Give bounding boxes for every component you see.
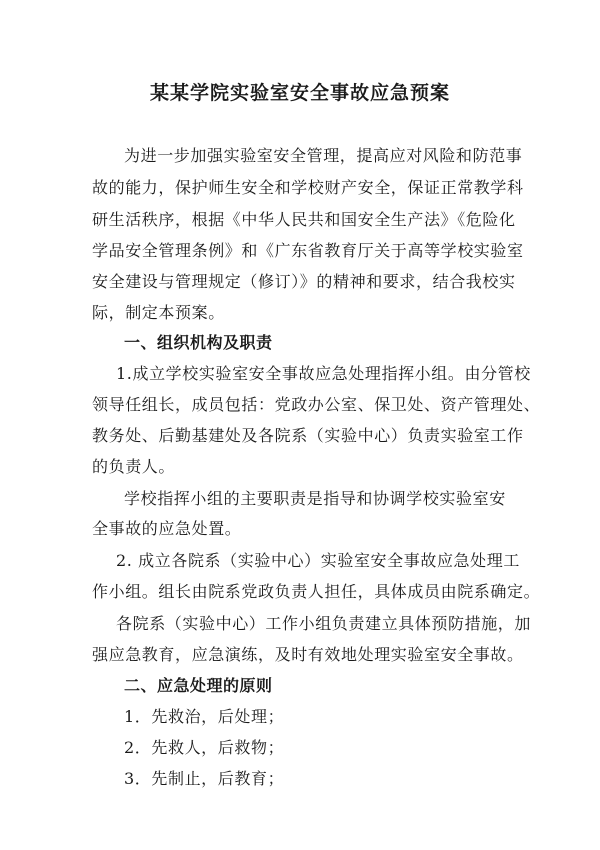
section-1-duty-line-2: 全事故的应急处置。 <box>92 519 242 538</box>
section-1-detail-line-2: 强应急教育，应急演练，及时有效地处理实验室安全事故。 <box>92 645 524 664</box>
section-1-item-1-line-1: 1.成立学校实验室安全事故应急处理指挥小组。由分管校 <box>116 364 531 383</box>
section-1-item-1-line-4: 的负责人。 <box>92 457 176 476</box>
section-1-item-1-line-3: 教务处、后勤基建处及各院系（实验中心）负责实验室工作 <box>92 426 524 445</box>
intro-line-1: 为进一步加强实验室安全管理，提高应对风险和防范事 <box>124 146 523 165</box>
section-1-item-1-line-2: 领导任组长，成员包括：党政办公室、保卫处、资产管理处、 <box>92 395 541 414</box>
section-2-heading: 二、应急处理的原则 <box>124 676 273 695</box>
principle-2: 2．先救人，后救物； <box>124 738 285 757</box>
intro-line-2: 故的能力，保护师生安全和学校财产安全，保证正常教学科 <box>92 178 524 197</box>
section-1-heading: 一、组织机构及职责 <box>124 333 273 352</box>
intro-line-4: 学品安全管理条例》和《广东省教育厅关于高等学校实验室 <box>92 241 524 260</box>
principle-1: 1．先救治，后处理； <box>124 707 285 726</box>
section-1-item-2-line-1: 2. 成立各院系（实验中心）实验室安全事故应急处理工 <box>116 551 520 570</box>
document-title: 某某学院实验室安全事故应急预案 <box>149 82 450 104</box>
section-1-item-2-line-2: 作小组。组长由院系党政负责人担任，具体成员由院系确定。 <box>92 582 541 601</box>
principle-3: 3．先制止，后教育； <box>124 769 285 788</box>
section-1-detail-line-1: 各院系（实验中心）工作小组负责建立具体预防措施，加 <box>116 614 532 633</box>
intro-line-6: 际，制定本预案。 <box>92 303 225 322</box>
intro-line-5: 安全建设与管理规定（修订）》的精神和要求，结合我校实 <box>92 272 516 291</box>
section-1-duty-line-1: 学校指挥小组的主要职责是指导和协调学校实验室安 <box>124 489 506 508</box>
intro-line-3: 研生活秩序，根据《中华人民共和国安全生产法》《危险化 <box>92 210 516 229</box>
